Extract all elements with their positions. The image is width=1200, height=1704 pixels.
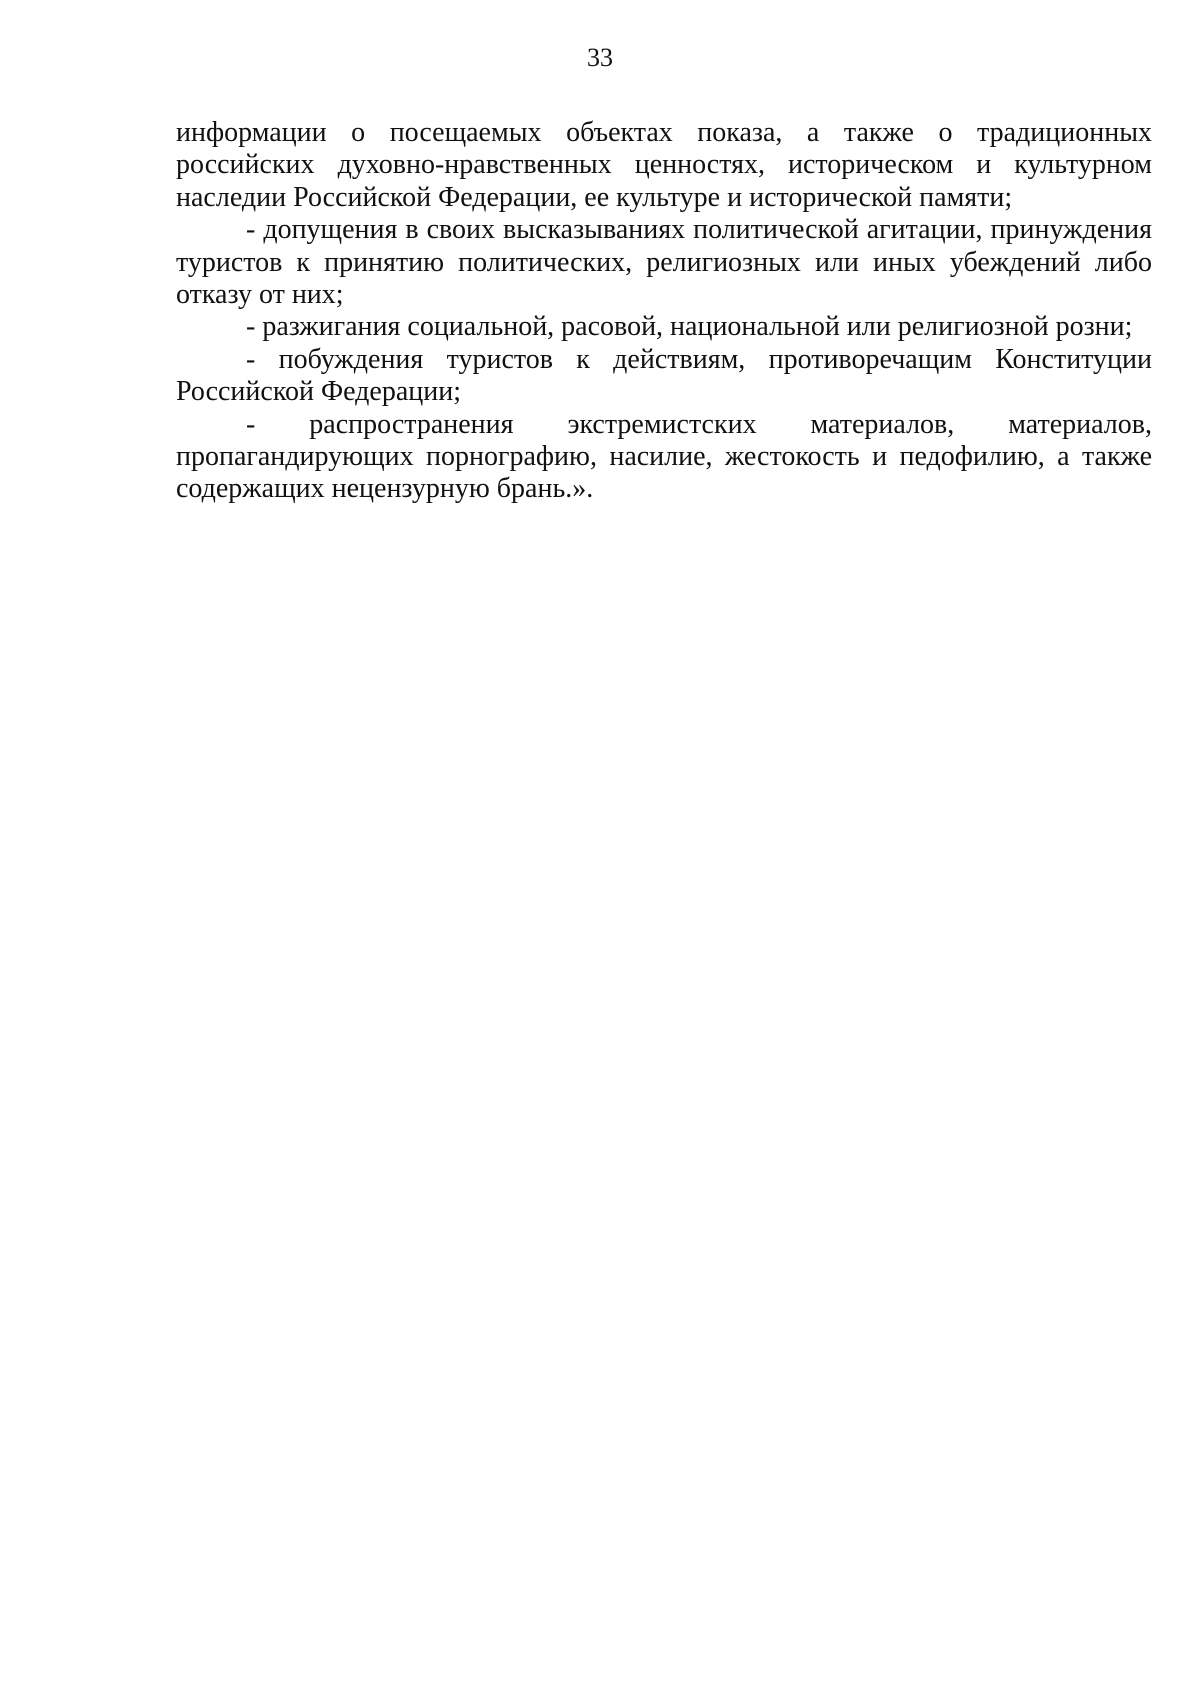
page-number: 33 [587, 43, 613, 72]
paragraph-continuation: информации о посещаемых объектах показа, а также о традиционных российских духовно-нравственных ценностях, историческом и культурном наследии Российской Федерации, ее культуре и исторической памяти; [176, 117, 1152, 213]
document-body [176, 117, 1152, 506]
list-item-extremist-materials: - распространения экстремистских материалов, материалов, пропагандирующих порнографию, насилие, жестокость и педофилию, а также содержащих нецензурную брань.». [176, 408, 1152, 505]
list-item-political-agitation: - допущения в своих высказываниях политической агитации, принуждения туристов к принятию политических, религиозных или иных убеждений либо отказу от них; [176, 214, 1152, 311]
list-item-incitement: - разжигания социальной, расовой, национальной или религиозной розни; [246, 311, 1133, 343]
list-item-unconstitutional-actions: - побуждения туристов к действиям, противоречащим Конституции Российской Федерации; [176, 343, 1152, 408]
